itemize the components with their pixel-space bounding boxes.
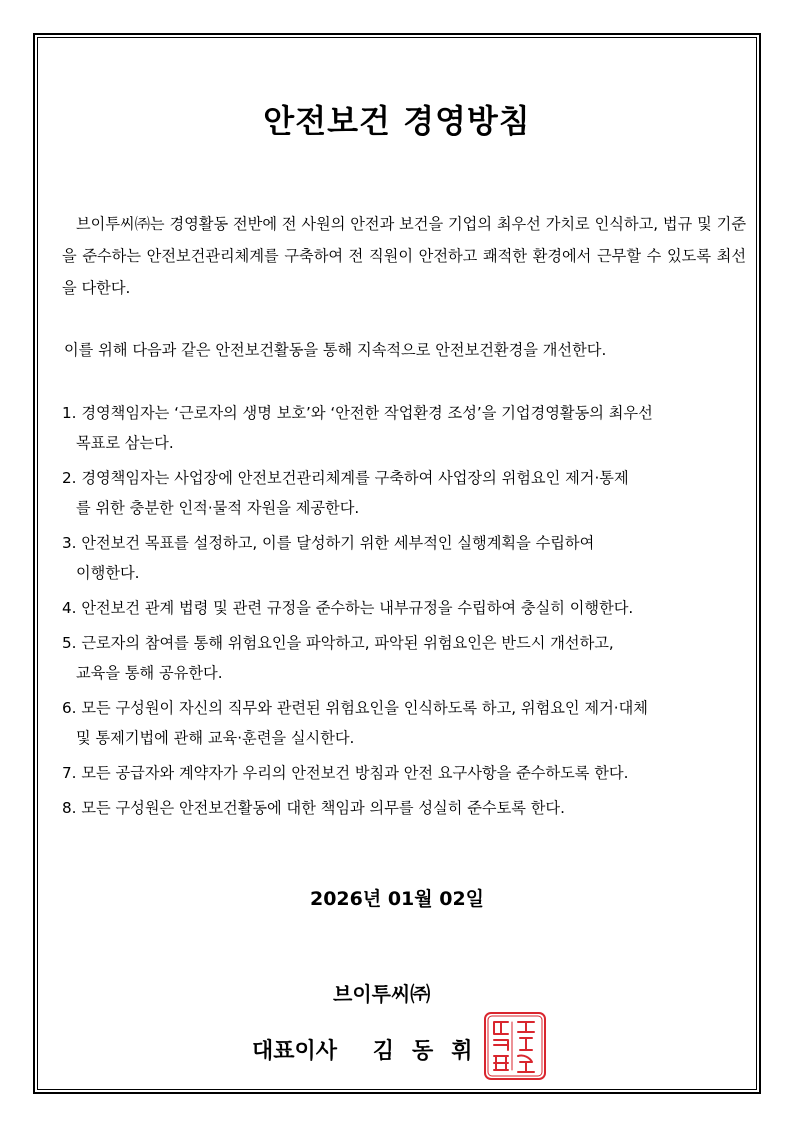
item-continuation: 및 통제기법에 관해 교육·훈련을 실시한다.	[76, 729, 355, 747]
item-continuation: 교육을 통해 공유한다.	[76, 664, 223, 682]
item-continuation: 목표로 삼는다.	[76, 434, 174, 452]
list-item	[62, 758, 748, 788]
page-title: 안전보건 경영방침	[263, 102, 531, 140]
item-text: 모든 구성원은 안전보건활동에 대한 책임과 의무를 성실히 준수토록 한다.	[81, 799, 565, 817]
ceo-signature-line	[252, 1034, 472, 1065]
list-item	[62, 528, 748, 588]
item-text: 경영책임자는 ‘근로자의 생명 보호’와 ‘안전한 작업환경 조성’을 기업경영활동의 최우선	[81, 404, 653, 422]
ceo-name-char: 김	[372, 1039, 394, 1064]
intro-paragraph	[62, 208, 746, 304]
item-text: 모든 구성원이 자신의 직무와 관련된 위험요인을 인식하도록 하고, 위험요인 제거·대체	[81, 699, 648, 717]
lead-sentence: 이를 위해 다음과 같은 안전보건활동을 통해 지속적으로 안전보건환경을 개선한다.	[64, 341, 607, 359]
item-continuation: 이행한다.	[76, 564, 140, 582]
item-number: 5.	[62, 634, 77, 652]
policy-list	[62, 398, 748, 828]
item-number: 1.	[62, 404, 77, 422]
item-text: 모든 공급자와 계약자가 우리의 안전보건 방침과 안전 요구사항을 준수하도록 한다.	[81, 764, 629, 782]
list-item	[62, 593, 748, 623]
ceo-name-char: 동	[411, 1039, 434, 1064]
ceo-name-char: 휘	[451, 1039, 473, 1064]
item-text: 안전보건 관계 법령 및 관련 규정을 준수하는 내부규정을 수립하여 충실히 이행한다.	[81, 599, 634, 617]
item-text: 안전보건 목표를 설정하고, 이를 달성하기 위한 세부적인 실행계획을 수립하여	[81, 534, 595, 552]
intro-text: 브이투씨㈜는 경영활동 전반에 전 사원의 안전과 보건을 기업의 최우선 가치로 인식하고, 법규 및 기준을 준수하는 안전보건관리체계를 구축하여 전 직원이 안전하고 쾌적한 환경에서 근무할 수 있도록 최선을 다한다.	[62, 215, 746, 297]
list-item	[62, 693, 748, 753]
item-number: 3.	[62, 534, 77, 552]
item-continuation: 를 위한 충분한 인적·물적 자원을 제공한다.	[76, 499, 360, 517]
ceo-name	[373, 1039, 473, 1064]
document-date: 2026년 01월 02일	[309, 888, 485, 910]
item-text: 근로자의 참여를 통해 위험요인을 파악하고, 파악된 위험요인은 반드시 개선하고,	[81, 634, 614, 652]
list-item	[62, 463, 748, 523]
item-text: 경영책임자는 사업장에 안전보건관리체계를 구축하여 사업장의 위험요인 제거·통제	[81, 469, 629, 487]
company-seal-stamp	[482, 1010, 548, 1082]
item-number: 8.	[62, 799, 77, 817]
ceo-title: 대표이사	[252, 1039, 338, 1064]
list-item	[62, 793, 748, 823]
list-item	[62, 398, 748, 458]
list-item	[62, 628, 748, 688]
item-number: 4.	[62, 599, 77, 617]
item-number: 7.	[62, 764, 77, 782]
company-name: 브이투씨㈜	[333, 982, 431, 1006]
item-number: 2.	[62, 469, 77, 487]
item-number: 6.	[62, 699, 77, 717]
